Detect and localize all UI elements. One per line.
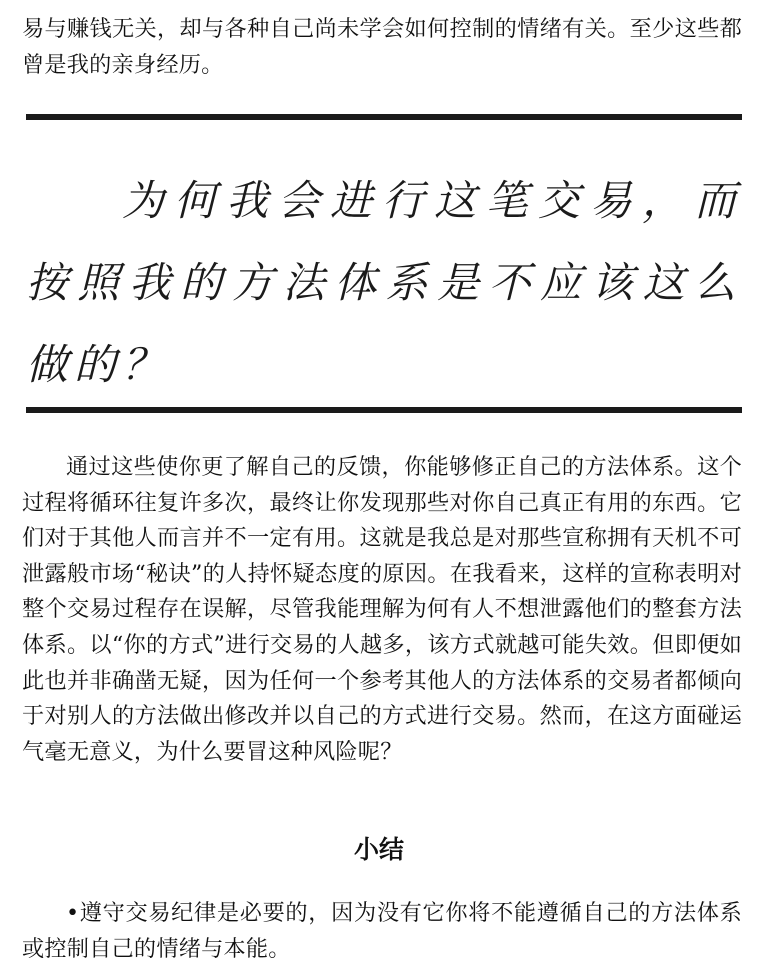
summary-bullet-text: 遵守交易纪律是必要的，因为没有它你将不能遵循自己的方法体系或控制自己的情绪与本能。 [22, 900, 742, 962]
callout-bottom-rule [26, 407, 742, 413]
section-title: 小结 [353, 835, 404, 864]
bullet-symbol: • [66, 900, 80, 926]
body-paragraph: 通过这些使你更了解自己的反馈，你能够修正自己的方法体系。这个过程将循环往复许多次，最终让你发现那些对你自己真正有用的东西。它们对于其他人而言并不一定有用。这就是我总是对那些宣称拥有天机不可泄露般市场“秘诀”的人持怀疑态度的原因。在我看来，这样的宣称表明对整个交易过程存在误解，尽管我能理解为何有人不想泄露他们的整套方法体系。以“你的方式”进行交易的人越多，该方式就越可能失效。但即便如此也并非确凿无疑，因为任何一个参考其他人的方法体系的交易者都倾向于对别人的方法做出修改并以自己的方式进行交易。然而，在这方面碰运气毫无意义，为什么要冒这种风险呢？ [22, 454, 742, 765]
top-paragraph: 易与赚钱无关，却与各种自己尚未学会如何控制的情绪有关。至少这些都曾是我的亲身经历。 [22, 16, 742, 78]
callout-top-rule [26, 114, 742, 120]
summary-bullet-item [22, 896, 742, 967]
callout-quote: 为何我会进行这笔交易，而按照我的方法体系是不应该这么做的？ [26, 176, 742, 389]
